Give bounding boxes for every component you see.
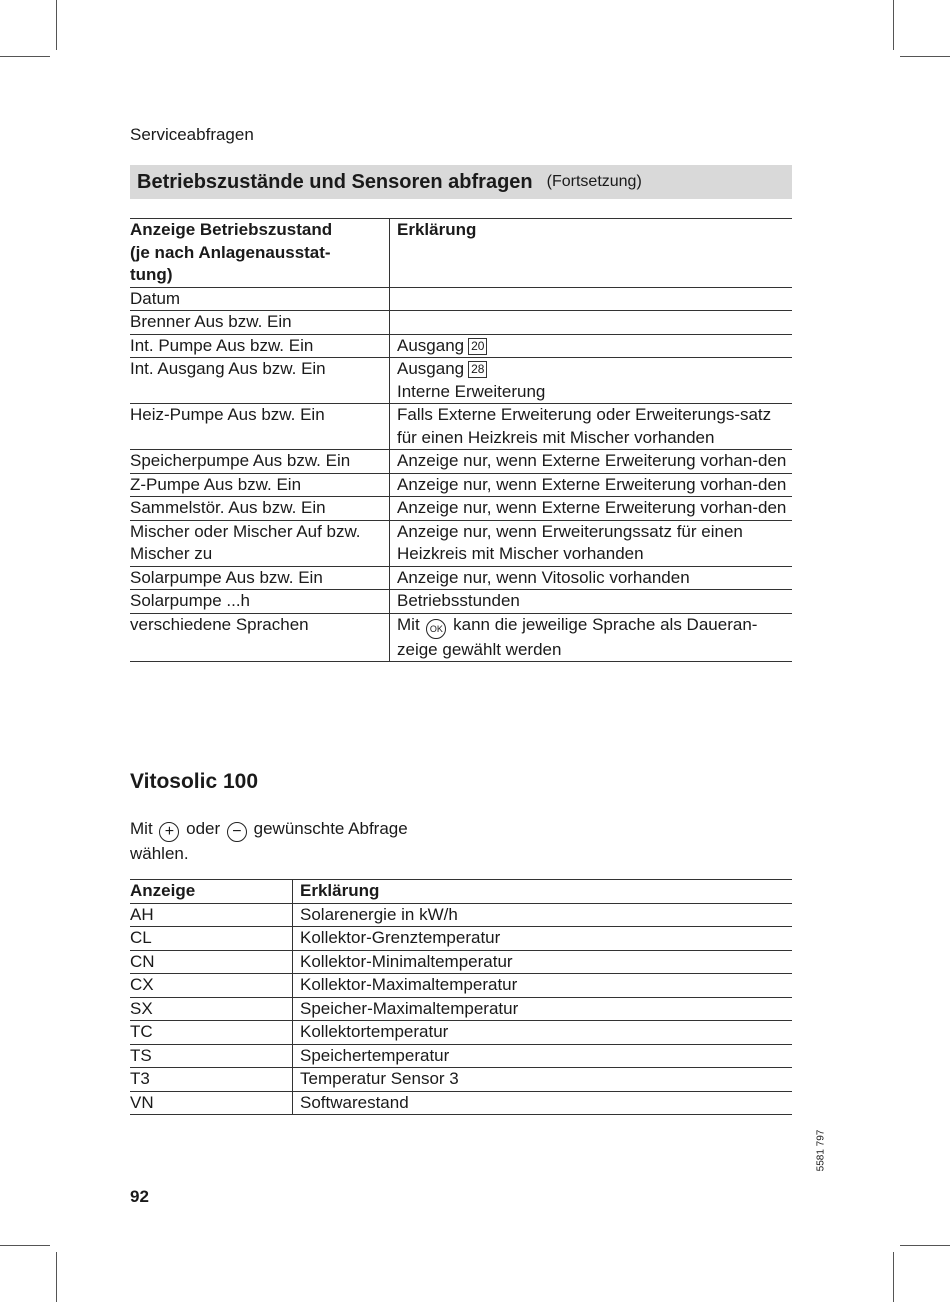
code-cell: SX (130, 997, 293, 1021)
state-cell: Solarpumpe Aus bzw. Ein (130, 566, 390, 590)
description-cell: Kollektor-Grenztemperatur (293, 927, 793, 951)
explanation-text: kann die jeweilige Sprache als Daueran-zeige gewählt werden (397, 614, 758, 659)
state-cell: Int. Ausgang Aus bzw. Ein (130, 358, 390, 404)
crop-mark (893, 0, 894, 50)
crop-mark (56, 1252, 57, 1302)
crop-mark (0, 1245, 50, 1246)
explanation-cell (390, 613, 793, 662)
table-row (130, 927, 792, 951)
section-label: Serviceabfragen (130, 125, 254, 144)
explanation-cell (390, 287, 793, 311)
instruction-text (130, 817, 408, 865)
page-title-suffix: (Fortsetzung) (546, 173, 642, 190)
table-row (130, 1068, 792, 1092)
vitosolic-codes-table (130, 879, 792, 1115)
code-cell: AH (130, 903, 293, 927)
table-row (130, 590, 792, 614)
instruction-line2: wählen. (130, 844, 189, 863)
column-header-state (130, 219, 390, 288)
table-row (130, 903, 792, 927)
instruction-post: gewünschte Abfrage (253, 819, 408, 838)
section-heading: Vitosolic 100 (130, 770, 259, 793)
description-cell: Kollektor-Minimaltemperatur (293, 950, 793, 974)
table-row (130, 1021, 792, 1045)
page-title: Betriebszustände und Sensoren abfragen (137, 170, 533, 193)
state-cell: verschiedene Sprachen (130, 613, 390, 662)
description-cell: Speichertemperatur (293, 1044, 793, 1068)
column-header-explanation: Erklärung (390, 219, 793, 288)
table-row (130, 613, 792, 662)
terminal-number-badge: 28 (468, 361, 487, 378)
crop-mark (56, 0, 57, 50)
state-cell: Int. Pumpe Aus bzw. Ein (130, 334, 390, 358)
table-row (130, 997, 792, 1021)
explanation-text: Ausgang (397, 359, 465, 378)
state-cell: Brenner Aus bzw. Ein (130, 311, 390, 335)
table-row (130, 950, 792, 974)
title-bar (130, 165, 792, 199)
explanation-cell (390, 334, 793, 358)
state-cell: Mischer oder Mischer Auf bzw. Mischer zu (130, 520, 390, 566)
code-cell: TS (130, 1044, 293, 1068)
explanation-cell: Anzeige nur, wenn Erweiterungssatz für einen Heizkreis mit Mischer vorhanden (390, 520, 793, 566)
code-cell: CL (130, 927, 293, 951)
description-cell: Kollektortemperatur (293, 1021, 793, 1045)
table-row (130, 404, 792, 450)
column-header-state-text: Anzeige Betriebszustand (je nach Anlagenausstat- tung) (130, 220, 333, 284)
document-number: 5581 797 (815, 1129, 827, 1172)
state-cell: Speicherpumpe Aus bzw. Ein (130, 450, 390, 474)
state-cell: Datum (130, 287, 390, 311)
table-row (130, 450, 792, 474)
column-header-explanation: Erklärung (293, 880, 793, 904)
table-row (130, 497, 792, 521)
plus-button-icon: + (159, 822, 179, 842)
state-cell: Heiz-Pumpe Aus bzw. Ein (130, 404, 390, 450)
table-row (130, 974, 792, 998)
code-cell: CN (130, 950, 293, 974)
crop-mark (900, 56, 950, 57)
code-cell: CX (130, 974, 293, 998)
table-row (130, 287, 792, 311)
crop-mark (900, 1245, 950, 1246)
explanation-cell (390, 358, 793, 404)
ok-button-icon: OK (426, 619, 446, 639)
instruction-mid: oder (186, 819, 221, 838)
description-cell: Softwarestand (293, 1091, 793, 1115)
table-row (130, 358, 792, 404)
table-row (130, 1091, 792, 1115)
description-cell: Solarenergie in kW/h (293, 903, 793, 927)
crop-mark (893, 1252, 894, 1302)
explanation-cell (390, 311, 793, 335)
code-cell: VN (130, 1091, 293, 1115)
explanation-cell: Anzeige nur, wenn Externe Erweiterung vorhan-den (390, 450, 793, 474)
state-cell: Sammelstör. Aus bzw. Ein (130, 497, 390, 521)
explanation-text-pre: Mit (397, 614, 420, 634)
explanation-cell: Falls Externe Erweiterung oder Erweiterungs-satz für einen Heizkreis mit Mischer vorhanden (390, 404, 793, 450)
table-row (130, 520, 792, 566)
description-cell: Speicher-Maximaltemperatur (293, 997, 793, 1021)
explanation-cell: Betriebsstunden (390, 590, 793, 614)
description-cell: Temperatur Sensor 3 (293, 1068, 793, 1092)
table-row (130, 1044, 792, 1068)
table-row (130, 473, 792, 497)
explanation-cell: Anzeige nur, wenn Externe Erweiterung vorhan-den (390, 497, 793, 521)
crop-mark (0, 56, 50, 57)
code-cell: TC (130, 1021, 293, 1045)
operating-states-table (130, 218, 792, 662)
table-header-row (130, 880, 792, 904)
table-header-row (130, 219, 792, 288)
description-cell: Kollektor-Maximaltemperatur (293, 974, 793, 998)
explanation-cell: Anzeige nur, wenn Vitosolic vorhanden (390, 566, 793, 590)
instruction-pre: Mit (130, 819, 153, 838)
terminal-number-badge: 20 (468, 338, 487, 355)
explanation-text: Ausgang (397, 335, 465, 355)
table-row (130, 566, 792, 590)
state-cell: Solarpumpe ...h (130, 590, 390, 614)
code-cell: T3 (130, 1068, 293, 1092)
minus-button-icon: − (227, 822, 247, 842)
explanation-cell: Anzeige nur, wenn Externe Erweiterung vorhan-den (390, 473, 793, 497)
column-header-code: Anzeige (130, 880, 293, 904)
state-cell: Z-Pumpe Aus bzw. Ein (130, 473, 390, 497)
explanation-text-line2: Interne Erweiterung (397, 381, 546, 401)
page-number: 92 (130, 1187, 149, 1206)
table-row (130, 311, 792, 335)
table-row (130, 334, 792, 358)
